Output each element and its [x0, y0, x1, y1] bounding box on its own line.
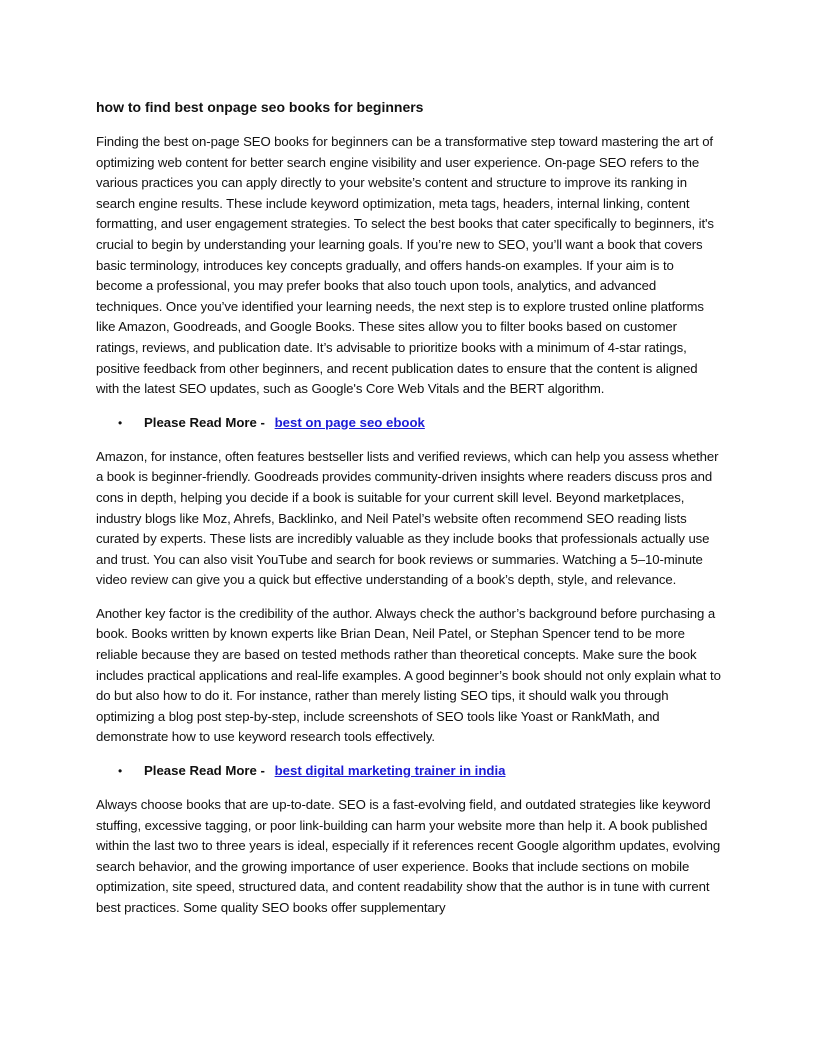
paragraph-intro: Finding the best on-page SEO books for beginners can be a transformative step toward mastering the art of optimizing web content for better search engine visibility and user experience. On-page SEO refers to the various practices you can apply directly to your website’s content and structure to improve its ranking in search engine results. These include keyword optimization, meta tags, headers, internal linking, content formatting, and user engagement strategies. To select the best books that cater specifically to beginners, it's crucial to begin by understanding your learning goals. If you’re new to SEO, you’ll want a book that covers basic terminology, introduces key concepts gradually, and offers hands-on examples. If your aim is to become a professional, you may prefer books that also touch upon tools, analytics, and advanced techniques. Once you’ve identified your learning needs, the next step is to explore trusted online platforms like Amazon, Goodreads, and Google Books. These sites allow you to filter books based on customer ratings, reviews, and publication date. It’s advisable to prioritize books with a minimum of 4-star ratings, positive feedback from other beginners, and recent publication dates to ensure that the content is aligned with the latest SEO updates, such as Google's Core Web Vitals and the BERT algorithm.: [96, 134, 714, 397]
paragraph-platforms: Amazon, for instance, often features bestseller lists and verified reviews, which can help you assess whether a book is beginner-friendly. Goodreads provides community-driven insights where readers discuss pros and cons in depth, helping you decide if a book is suitable for your current skill level. Beyond marketplaces, industry blogs like Moz, Ahrefs, Backlinko, and Neil Patel’s website often recommend SEO reading lists curated by experts. These lists are incredibly valuable as they include books that professionals actually use and trust. You can also visit YouTube and search for book reviews or summaries. Watching a 5–10-minute video review can give you a quick but effective understanding of a book’s depth, style, and relevance.: [96, 448, 719, 588]
paragraph-up-to-date: Always choose books that are up-to-date. SEO is a fast-evolving field, and outdated strategies like keyword stuffing, excessive tagging, or poor link-building can harm your website more than help it. A book published within the last two to three years is ideal, especially if it references recent Google algorithm updates, evolving search behavior, and the growing importance of user experience. Books that include sections on mobile optimization, site speed, structured data, and content readability show that the author is in tune with current best practices. Some quality SEO books offer supplementary: [96, 797, 721, 915]
document-title: how to find best onpage seo books for beginners: [96, 99, 424, 115]
bullet-dot-icon: •: [118, 415, 123, 430]
read-more-label: Please Read More -: [144, 763, 265, 779]
document-page: [96, 97, 722, 932]
read-more-bullet-2: [96, 761, 722, 781]
paragraph-author-credibility: Another key factor is the credibility of the author. Always check the author’s background before purchasing a book. Books written by known experts like Brian Dean, Neil Patel, or Stephan Spencer tend to be more reliable because they are based on tested methods rather than theoretical concepts. Make sure the book includes practical applications and real-life examples. A good beginner’s book should not only explain what to do but also how to do it. For instance, rather than merely listing SEO tips, it should walk you through optimizing a blog post step-by-step, include screenshots of SEO tools like Yoast or RankMath, and demonstrate how to use keyword research tools effectively.: [96, 605, 721, 745]
read-more-label: Please Read More -: [144, 414, 265, 430]
bullet-dot-icon: •: [118, 764, 123, 779]
read-more-bullet-1: [96, 413, 722, 433]
seo-ebook-link[interactable]: best on page seo ebook: [274, 414, 425, 430]
digital-marketing-trainer-link[interactable]: best digital marketing trainer in india: [274, 763, 506, 779]
